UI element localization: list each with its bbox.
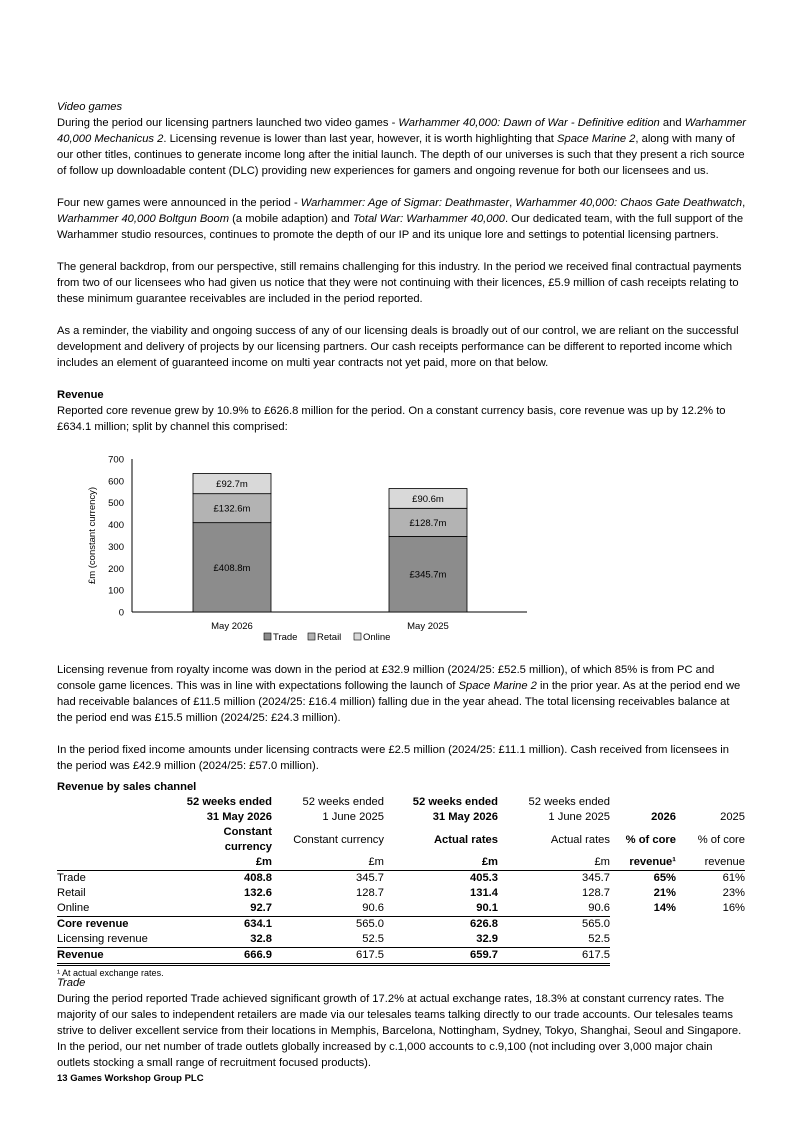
page-body — [57, 99, 747, 435]
row-label: Licensing revenue — [57, 933, 148, 945]
text-run: Four new games were announced in the period - — [57, 197, 301, 209]
sales-channel-table-block — [57, 779, 747, 980]
data-label: £90.6m — [412, 493, 444, 505]
table-cell: 405.3 — [470, 872, 498, 884]
table-row — [57, 901, 745, 917]
table-cell — [676, 917, 745, 933]
table-cell — [610, 917, 676, 933]
y-tick-label: 700 — [108, 454, 124, 466]
table-cell: 659.7 — [384, 948, 498, 965]
table-cell: 14% — [653, 902, 676, 915]
table-header-row — [57, 810, 745, 825]
text-run: . Our dedicated team, with the full support of the Warhammer studio resources, continues to promote the depth of our IP and its unique lore and settings to potential licensing partners. — [57, 213, 744, 241]
data-label: £132.6m — [213, 503, 251, 515]
y-tick-label: 0 — [118, 607, 124, 619]
text-run: , — [509, 197, 516, 209]
row-label: Online — [57, 902, 90, 914]
table-cell: 32.9 — [476, 933, 498, 945]
x-tick-label: May 2026 — [211, 621, 253, 632]
italic-title-text: Space Marine 2 — [557, 133, 636, 145]
y-tick-label: 100 — [108, 585, 124, 597]
table-row — [57, 932, 745, 948]
table-cell: 128.7 — [356, 887, 384, 899]
table-header-cell: 2026 — [651, 811, 676, 823]
table-header-cell — [676, 795, 745, 810]
table-row — [57, 871, 745, 887]
table-header-cell: Constant currency — [223, 826, 272, 853]
table-row — [57, 886, 745, 901]
table-header-cell: 52 weeks ended — [302, 796, 384, 808]
page-footer: 13 Games Workshop Group PLC — [57, 1073, 204, 1084]
table-header-row — [57, 795, 745, 810]
italic-title-text: Warhammer 40,000 Boltgun Boom — [57, 213, 230, 225]
legend-swatch — [354, 633, 361, 640]
table-cell: 617.5 — [498, 948, 610, 965]
table-header-cell: £m — [272, 855, 384, 871]
legend-swatch — [308, 633, 315, 640]
video-games-paragraph-4: As a reminder, the viability and ongoing success of any of our licensing deals is broadly out of our control, we are reliant on the successful development and delivery of projects by our licensing partners. Our cash receipts performance can be different to reported income which includes an element of guaranteed income on multi year contracts not yet paid, more on that below. — [57, 325, 739, 369]
table-header-cell: 1 June 2025 — [548, 811, 610, 823]
licensing-paragraph-2: In the period fixed income amounts under licensing contracts were £2.5 million (2024/25: £11.1 million). Cash received from licensees in the period was £42.9 million (2024/25: £57.0 million). — [57, 744, 730, 772]
table-row — [57, 948, 745, 965]
table-header-cell: Constant currency — [293, 833, 384, 846]
row-label: Trade — [57, 872, 86, 884]
row-label: Core revenue — [57, 917, 184, 933]
data-label: £92.7m — [216, 479, 248, 491]
video-games-paragraph-3: The general backdrop, from our perspective, still remains challenging for this industry. In the period we received final contractual payments from two of our licensees who had given us notice that they were not continuing with their licences, £5.9 million of cash receipts relating to these minimum guarantee receivables are included in the period reported. — [57, 261, 742, 305]
table-header-cell: % of core — [625, 833, 676, 846]
table-cell: 52.5 — [362, 933, 384, 945]
table-cell: 90.1 — [476, 902, 498, 914]
table-cell: 16% — [722, 902, 745, 915]
licensing-paragraph-1 — [57, 662, 747, 726]
table-header-cell: 52 weeks ended — [412, 796, 498, 808]
table-header-cell — [57, 855, 184, 871]
table-header-row — [57, 855, 745, 871]
data-label: £128.7m — [409, 517, 447, 529]
table-cell — [676, 948, 745, 965]
trade-paragraph: During the period reported Trade achieved significant growth of 17.2% at actual exchange rates, 18.3% at constant currency rates. The majority of our sales to independent retailers are made via our telesales teams talking directly to our trade accounts. Our telesales teams strive to deliver excellent service from their locations in Memphis, Barcelona, Nottingham, Sydney, Tokyo, Shanghai, Seoul and Singapore. In the period, our net number of trade outlets globally increased by c.1,000 accounts to c.9,100 (not including over 3,000 major chain outlets stocking a small range of recruitment focused products). — [57, 993, 742, 1069]
table-header-cell: 1 June 2025 — [322, 811, 384, 823]
text-run: During the period our licensing partners launched two video games - — [57, 117, 399, 129]
table-header-cell: 31 May 2026 — [206, 811, 272, 823]
table-cell: 345.7 — [356, 872, 384, 884]
video-games-heading: Video games — [57, 101, 123, 113]
row-label: Revenue — [57, 948, 184, 965]
table-header-cell: £m — [384, 855, 498, 871]
y-tick-label: 200 — [108, 563, 124, 575]
legend-label: Trade — [273, 632, 298, 643]
table-row — [57, 917, 745, 933]
legend-swatch — [264, 633, 271, 640]
x-tick-label: May 2025 — [407, 621, 449, 632]
licensing-section — [57, 662, 747, 774]
text-run: . Licensing revenue is lower than last year, however, it is worth highlighting that — [163, 133, 558, 145]
table-header-cell — [57, 825, 184, 855]
legend-label: Online — [363, 632, 391, 643]
table-cell: 92.7 — [250, 902, 272, 914]
sales-table-title: Revenue by sales channel — [57, 781, 197, 793]
trade-heading: Trade — [57, 977, 86, 989]
table-cell: 626.8 — [384, 917, 498, 933]
italic-title-text: Warhammer 40,000: Chaos Gate Deathwatch — [515, 197, 743, 209]
video-games-paragraph-1 — [57, 115, 747, 179]
table-header-cell: Actual rates — [550, 833, 610, 846]
table-header-cell: revenue — [676, 855, 745, 871]
table-cell: 21% — [653, 887, 676, 899]
text-run: , — [742, 197, 746, 209]
text-run: , along with many of our other titles, continues to generate income long after the initial launch. The depth of our universes is such that they present a rich source of follow up downloadable content (DLC) providing new experiences for gamers and ongoing revenue for both our licensees and us. — [57, 133, 745, 177]
table-cell: 65% — [653, 872, 676, 884]
table-header-row — [57, 825, 745, 855]
data-label: £345.7m — [409, 569, 447, 581]
table-cell: 90.6 — [588, 902, 610, 914]
table-header-cell — [57, 795, 184, 810]
table-cell: 128.7 — [582, 887, 610, 899]
table-cell: 32.8 — [250, 933, 272, 945]
table-header-cell: revenue¹ — [610, 855, 676, 871]
revenue-chart — [57, 448, 577, 658]
table-cell — [610, 932, 676, 948]
table-cell: 345.7 — [582, 872, 610, 884]
table-header-cell: £m — [498, 855, 610, 871]
table-header-cell — [57, 810, 184, 825]
table-cell — [610, 948, 676, 965]
table-cell: 52.5 — [588, 933, 610, 945]
table-header-cell: 31 May 2026 — [432, 811, 498, 823]
video-games-paragraph-2 — [57, 195, 747, 243]
italic-title-text: Warhammer 40,000 Mechanicus 2 — [57, 117, 747, 145]
text-run: in the prior year. As at the period end we had receivable balances of £11.5 million (2024/25: £16.4 million) falling due in the year ahead. The total licensing receivables balance at the period end was £15.5 million (2024/25: £24.3 million). — [57, 680, 741, 724]
table-cell: 565.0 — [498, 917, 610, 933]
trade-section — [57, 975, 747, 1071]
table-footnote: ¹ At actual exchange rates. — [57, 968, 164, 978]
table-cell: 61% — [722, 872, 745, 884]
sales-channel-table — [57, 795, 745, 966]
table-cell: 132.6 — [244, 887, 272, 899]
table-cell: 90.6 — [362, 902, 384, 914]
table-cell: 617.5 — [272, 948, 384, 965]
table-cell: 666.9 — [184, 948, 272, 965]
text-run: and — [659, 117, 685, 129]
table-cell: 23% — [722, 887, 745, 899]
table-header-cell: 52 weeks ended — [528, 796, 610, 808]
revenue-chart-svg — [57, 448, 577, 648]
table-cell: 408.8 — [244, 872, 272, 884]
table-header-cell: % of core — [697, 833, 745, 846]
data-label: £408.8m — [213, 562, 251, 574]
table-header-cell — [610, 795, 676, 810]
table-cell — [676, 932, 745, 948]
table-cell: 565.0 — [272, 917, 384, 933]
table-cell: 131.4 — [470, 887, 498, 899]
revenue-paragraph: Reported core revenue grew by 10.9% to £626.8 million for the period. On a constant currency basis, core revenue was up by 12.2% to £634.1 million; split by channel this comprised: — [57, 405, 726, 433]
table-header-cell: Actual rates — [433, 833, 498, 846]
y-axis-label: £m (constant currency) — [87, 486, 98, 585]
y-tick-label: 600 — [108, 476, 124, 488]
row-label: Retail — [57, 887, 86, 899]
text-run: (a mobile adaption) and — [229, 213, 353, 225]
y-tick-label: 500 — [108, 498, 124, 510]
y-tick-label: 400 — [108, 520, 124, 532]
italic-title-text: Space Marine 2 — [458, 680, 537, 692]
legend-label: Retail — [317, 632, 342, 643]
table-header-cell: 52 weeks ended — [186, 796, 272, 808]
italic-title-text: Total War: Warhammer 40,000 — [352, 213, 505, 225]
y-tick-label: 300 — [108, 541, 124, 553]
table-header-cell: £m — [184, 855, 272, 871]
italic-title-text: Warhammer 40,000: Dawn of War - Definitive edition — [398, 117, 660, 129]
table-header-cell: 2025 — [720, 811, 745, 823]
italic-title-text: Warhammer: Age of Sigmar: Deathmaster — [300, 197, 510, 209]
text-run: Licensing revenue from royalty income was down in the period at £32.9 million (2024/25: £52.5 million), of which 85% is from PC and console game licences. This was in line with expectations following the launch of — [57, 664, 715, 692]
revenue-heading: Revenue — [57, 389, 104, 401]
table-cell: 634.1 — [184, 917, 272, 933]
